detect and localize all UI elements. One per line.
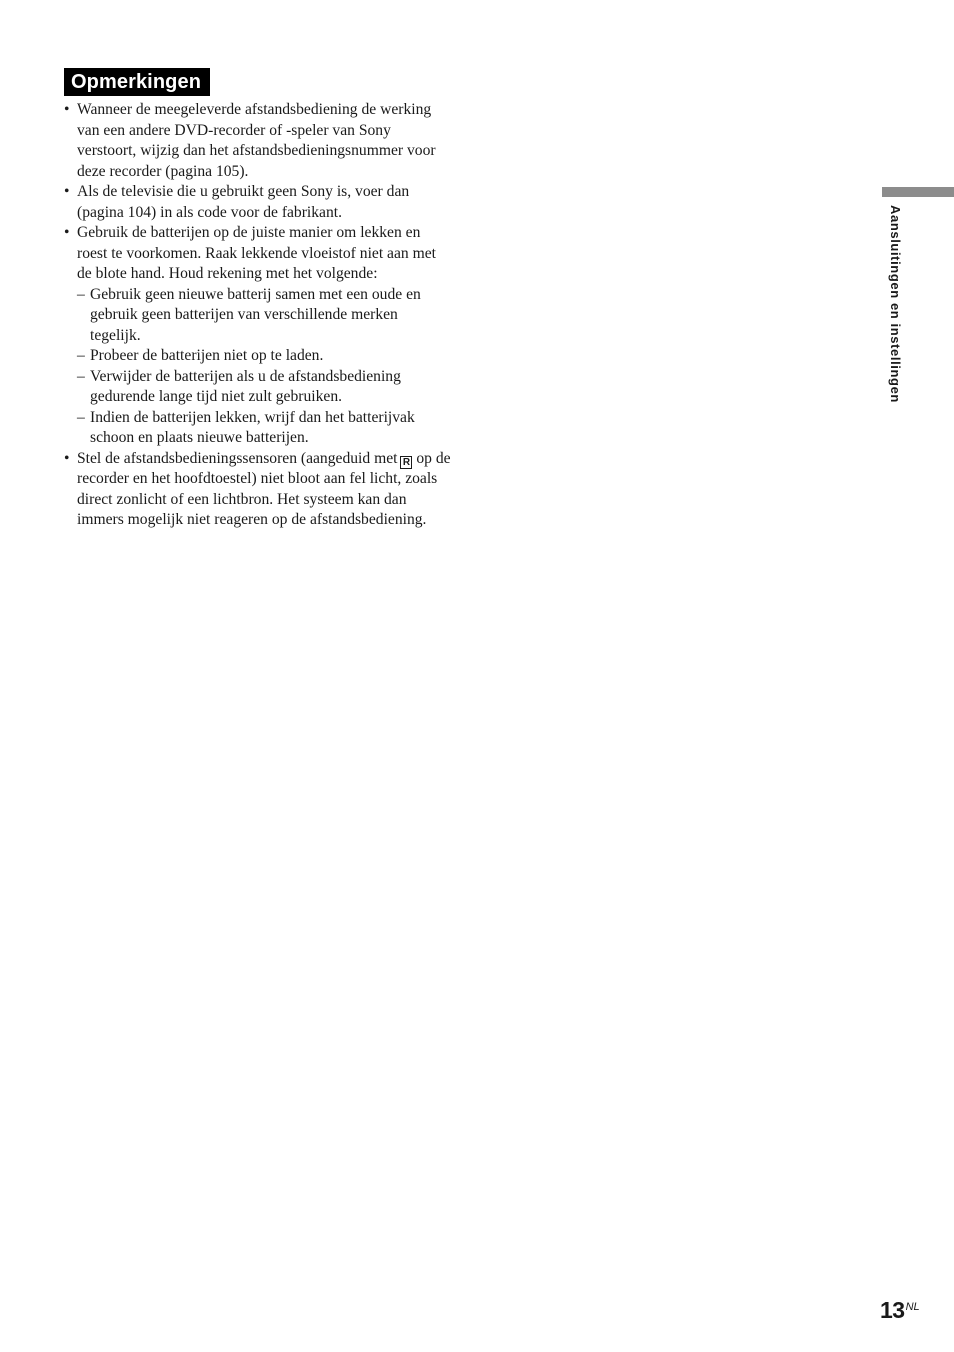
note-item bbox=[60, 182, 452, 223]
subnote-item: – Gebruik geen nieuwe batterij samen met een oude en gebruik geen batterijen van verschillende merken tegelijk. bbox=[77, 285, 452, 347]
page-number bbox=[880, 1297, 920, 1324]
subnote-item: – Indien de batterijen lekken, wrijf dan het batterijvak schoon en plaats nieuwe batterijen. bbox=[77, 408, 452, 449]
note-text: Wanneer de meegeleverde afstandsbediening de werking van een andere DVD-recorder of -speler van Sony verstoort, wijzig dan het afstandsbedieningsnummer voor deze recorder (pagina 105). bbox=[77, 101, 436, 180]
subnote-item: – Verwijder de batterijen als u de afstandsbediening gedurende lange tijd niet zult gebruiken. bbox=[77, 367, 452, 408]
section-tab-bar bbox=[882, 187, 954, 197]
note-text: Als de televisie die u gebruikt geen Sony is, voer dan (pagina 104) in als code voor de fabrikant. bbox=[77, 183, 410, 221]
subnote-item: – Probeer de batterijen niet op te laden. bbox=[77, 346, 452, 367]
page-language-code: NL bbox=[905, 1301, 920, 1313]
page-number-value: 13 bbox=[880, 1297, 905, 1323]
note-text: Gebruik de batterijen op de juiste manier om lekken en roest te voorkomen. Raak lekkende vloeistof niet aan met de blote hand. Houd rekening met het volgende: bbox=[77, 224, 436, 282]
note-item bbox=[60, 449, 452, 531]
note-item bbox=[60, 223, 452, 449]
notes-list bbox=[60, 100, 452, 531]
note-item bbox=[60, 100, 452, 182]
section-side-label: Aansluitingen en instellingen bbox=[888, 205, 903, 403]
remote-sensor-icon: R bbox=[400, 456, 412, 469]
battery-sublist bbox=[77, 285, 452, 449]
note-text: Stel de afstandsbedieningssensoren (aangeduid met bbox=[77, 449, 398, 467]
section-heading: Opmerkingen bbox=[64, 68, 210, 96]
note-text: op de recorder en het hoofdtoestel) niet bloot aan fel licht, zoals direct zonlicht of een lichtbron. Het systeem kan dan immers mogelijk niet reageren op de afstandsbediening. bbox=[77, 449, 451, 528]
